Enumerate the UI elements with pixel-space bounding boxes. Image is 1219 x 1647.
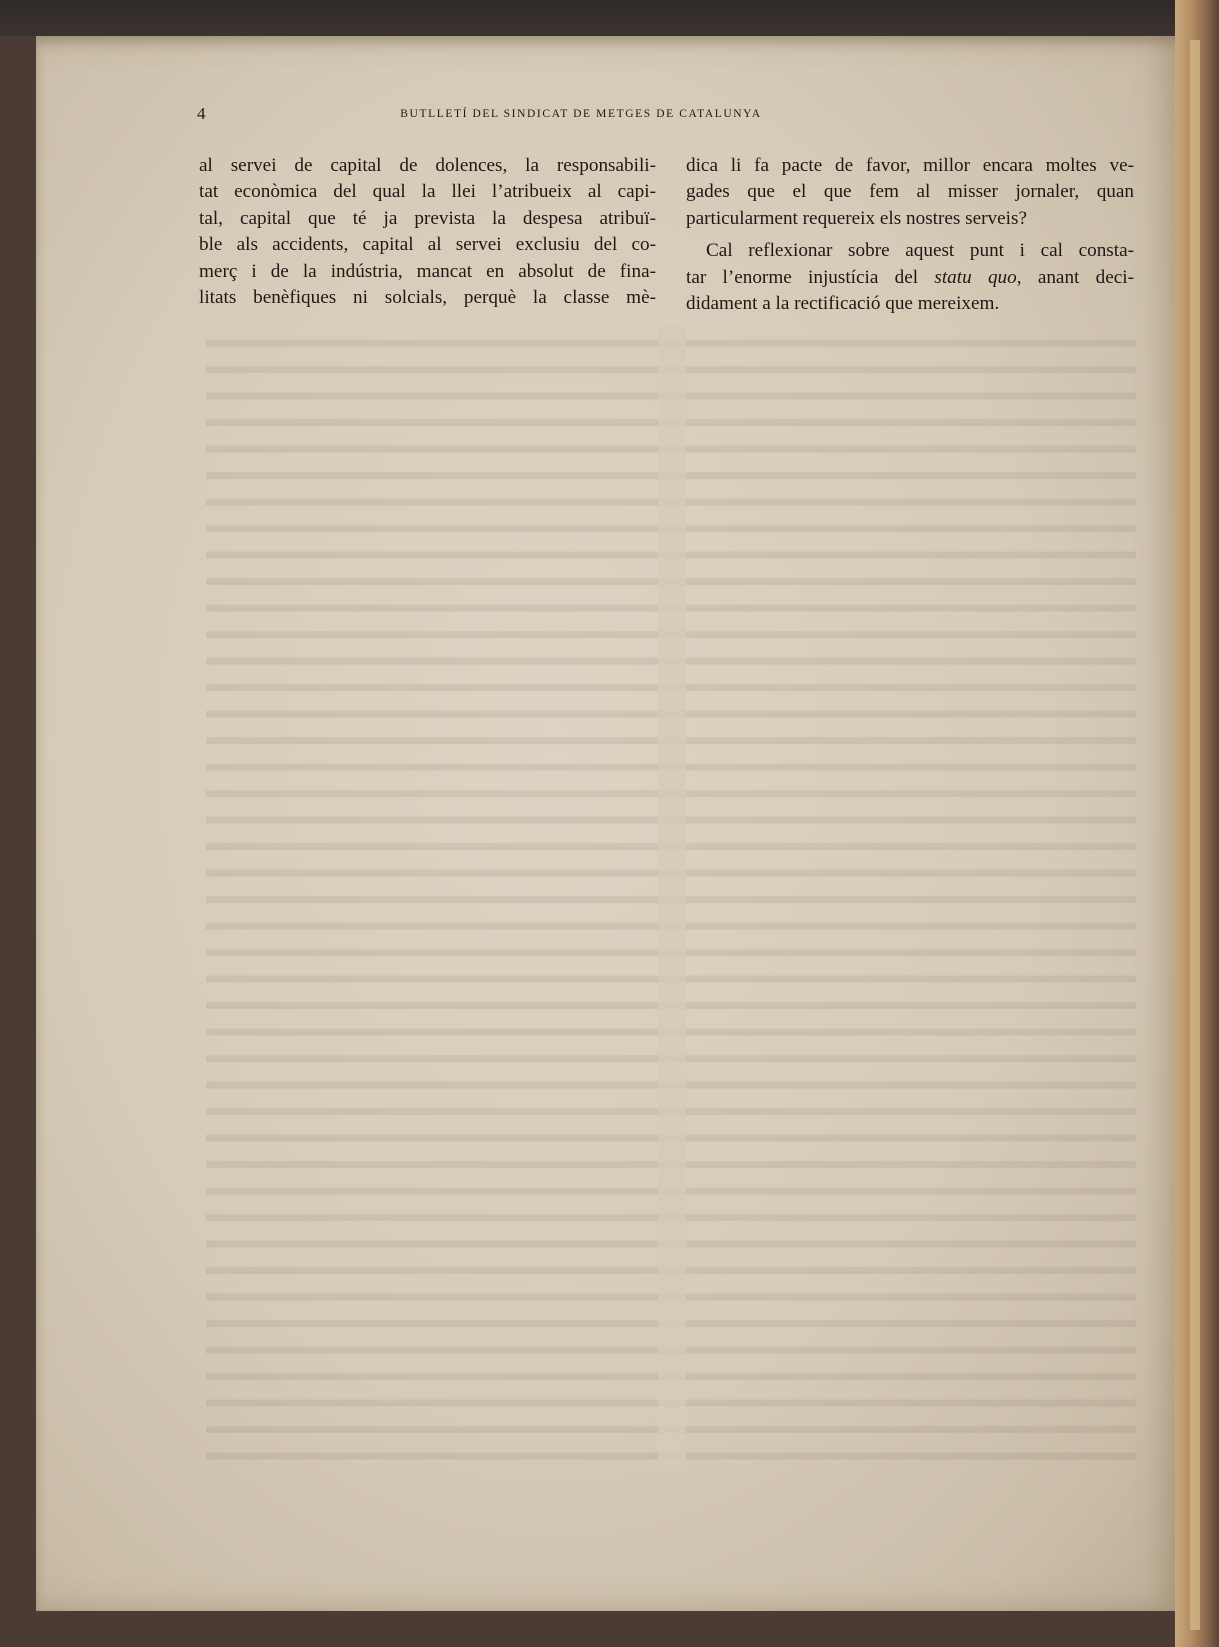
text-line: dica li fa pacte de favor, millor encara moltes ve- [686, 155, 1134, 176]
text-line: tat econòmica del qual la llei l’atribueix al capi- [199, 181, 656, 203]
right-paragraph-2 [686, 238, 1134, 317]
text-line: al servei de capital de dolences, la responsabili- [199, 155, 656, 176]
text-line: particularment requereix els nostres serveis? [686, 207, 1027, 229]
left-column [199, 153, 656, 311]
left-paragraph [199, 153, 656, 311]
text-line: ble als accidents, capital al servei exclusiu del co- [199, 234, 656, 256]
page-number: 4 [197, 104, 206, 123]
text-line: didament a la rectificació que mereixem. [686, 293, 1000, 315]
scan-edge-strip [1190, 40, 1200, 1630]
scan-top-border [0, 0, 1219, 36]
document-page [36, 36, 1186, 1611]
text-line: gades que el que fem al misser jornaler, quan [686, 181, 1134, 203]
right-paragraph-1 [686, 153, 1134, 232]
text-line: litats benèfiques ni solcials, perquè la classe mè- [199, 287, 656, 309]
text-line-with-italic [686, 265, 1134, 291]
italic-term: statu quo [934, 266, 1017, 288]
right-column [686, 153, 1134, 317]
running-header: BUTLLETÍ DEL SINDICAT DE METGES DE CATALUNYA [400, 108, 762, 120]
text-line: tal, capital que té ja prevista la despesa atribuï- [199, 207, 656, 229]
text-line: merç i de la indústria, mancat en absolut de fina- [199, 260, 656, 282]
text-fragment: tar l’enorme injustícia del [686, 266, 935, 288]
column-gutter [658, 326, 686, 1466]
text-fragment: , anant deci- [1016, 266, 1134, 288]
text-line: Cal reflexionar sobre aquest punt i cal consta- [706, 240, 1134, 262]
